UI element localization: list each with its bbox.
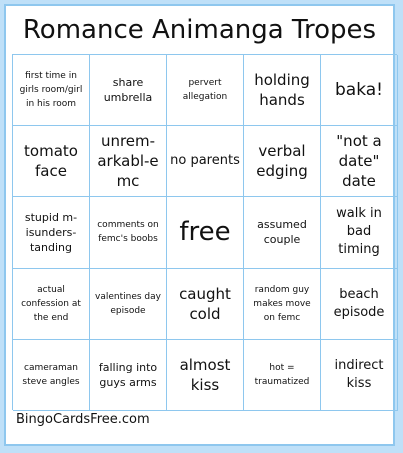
bingo-cell: beach episode xyxy=(321,269,398,340)
bingo-cell: "not a date" date xyxy=(321,126,398,197)
bingo-cell: baka! xyxy=(321,55,398,126)
bingo-cell: almost kiss xyxy=(167,340,244,411)
bingo-cell: holding hands xyxy=(244,55,321,126)
bingo-card xyxy=(4,4,395,446)
bingo-cell: valentines day episode xyxy=(90,269,167,340)
bingo-grid xyxy=(12,54,397,410)
bingo-cell: random guy makes move on femc xyxy=(244,269,321,340)
free-space: free xyxy=(167,197,244,268)
bingo-cell: actual confession at the end xyxy=(13,269,90,340)
bingo-cell: walk in bad timing xyxy=(321,197,398,268)
bingo-cell: no parents xyxy=(167,126,244,197)
card-title: Romance Animanga Tropes xyxy=(22,15,377,45)
site-credit: BingoCardsFree.com xyxy=(16,412,150,427)
bingo-cell: comments on femc's boobs xyxy=(90,197,167,268)
bingo-cell: stupid m-isunders-tanding xyxy=(13,197,90,268)
bingo-cell: unrem-arkabl-e mc xyxy=(90,126,167,197)
bingo-cell: assumed couple xyxy=(244,197,321,268)
bingo-cell: caught cold xyxy=(167,269,244,340)
bingo-cell: falling into guys arms xyxy=(90,340,167,411)
bingo-cell: indirect kiss xyxy=(321,340,398,411)
bingo-cell: hot = traumatized xyxy=(244,340,321,411)
bingo-cell: tomato face xyxy=(13,126,90,197)
bingo-cell: first time in girls room/girl in his room xyxy=(13,55,90,126)
bingo-cell: share umbrella xyxy=(90,55,167,126)
bingo-cell: pervert allegation xyxy=(167,55,244,126)
bingo-cell: cameraman steve angles xyxy=(13,340,90,411)
bingo-cell: verbal edging xyxy=(244,126,321,197)
